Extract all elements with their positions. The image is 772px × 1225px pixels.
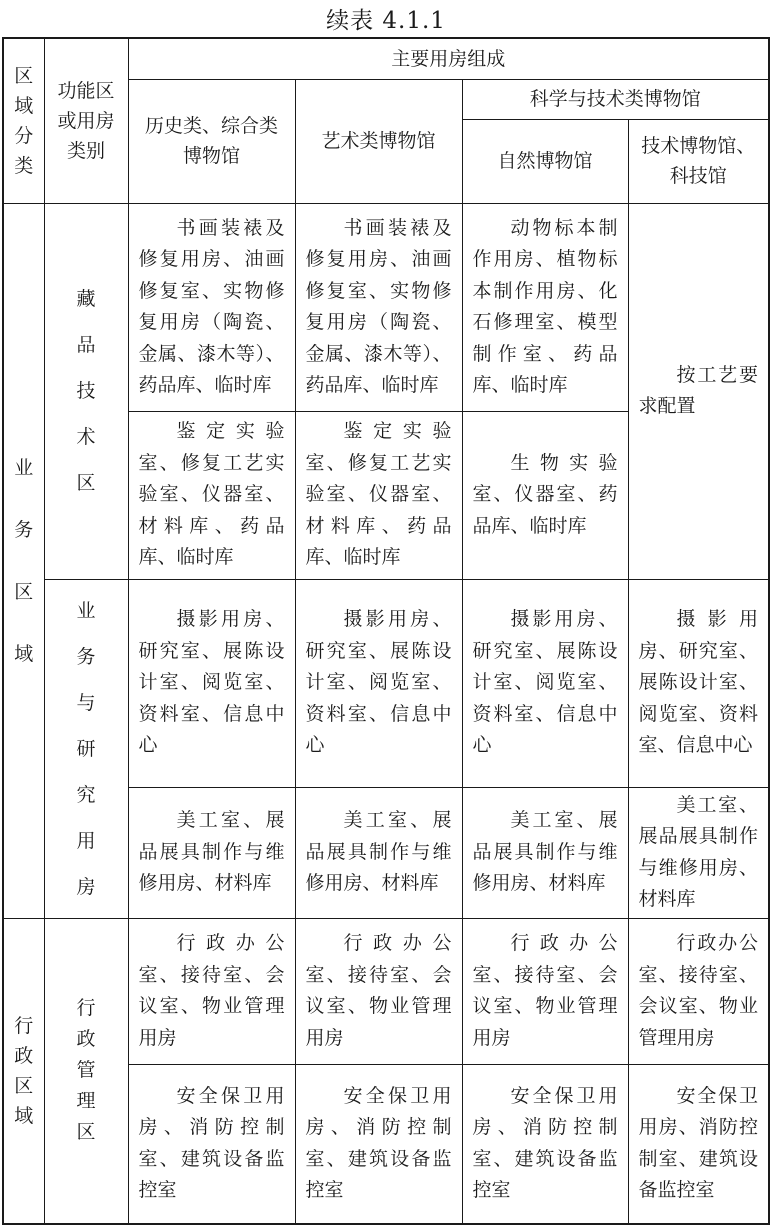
header-function-area: 功能区或用房类别 bbox=[44, 38, 128, 203]
area-char: 政 bbox=[76, 1028, 96, 1051]
cell-text: 摄影用房、研究室、展陈设计室、阅览室、资料室、信息中心 bbox=[138, 608, 285, 757]
area-char: 术 bbox=[76, 426, 96, 448]
cell-text: 摄影用房、研究室、展陈设计室、阅览室、资料室、信息中心 bbox=[472, 608, 618, 757]
cell-history bbox=[128, 579, 295, 787]
header-history-museum: 历史类、综合类博物馆 bbox=[128, 79, 295, 203]
cell-art bbox=[295, 918, 462, 1064]
cell-text: 行政办公室、接待室、会议室、物业管理用房 bbox=[305, 932, 452, 1049]
header-art-museum: 艺术类博物馆 bbox=[295, 79, 462, 203]
zone-char: 区 bbox=[14, 1074, 34, 1097]
cell-history bbox=[128, 203, 295, 411]
area-char: 理 bbox=[76, 1090, 96, 1113]
zone-char: 业 bbox=[14, 456, 34, 479]
cell-art bbox=[295, 579, 462, 787]
header-char: 类 bbox=[14, 154, 34, 177]
header-char: 区 bbox=[14, 64, 34, 87]
header-sci-tech-museum: 科学与技术类博物馆 bbox=[462, 79, 769, 119]
cell-natural bbox=[462, 579, 628, 787]
cell-tech-merged bbox=[628, 203, 769, 579]
cell-text: 行政办公室、接待室、会议室、物业管理用房 bbox=[138, 932, 285, 1049]
cell-text: 书画装裱及修复用房、油画修复室、实物修复用房（陶瓷、金属、漆木等）、药品库、临时库 bbox=[305, 216, 452, 396]
area-char: 藏 bbox=[76, 288, 96, 310]
cell-text: 按工艺要求配置 bbox=[638, 363, 759, 417]
cell-text: 行政办公室、接待室、会议室、物业管理用房 bbox=[638, 932, 759, 1049]
area-char: 业 bbox=[76, 599, 96, 622]
cell-text: 安全保卫用房、消防控制室、建筑设备监控室 bbox=[305, 1084, 452, 1202]
cell-text: 美工室、展品展具制作与维修用房、材料库 bbox=[472, 809, 618, 895]
zone-administrative bbox=[3, 918, 44, 1224]
cell-natural bbox=[462, 203, 628, 411]
cell-history bbox=[128, 411, 295, 579]
zone-char: 域 bbox=[14, 1104, 34, 1127]
zone-char: 行 bbox=[14, 1014, 34, 1037]
zone-business bbox=[3, 203, 44, 918]
cell-art bbox=[295, 787, 462, 918]
cell-text: 安全保卫用房、消防控制室、建筑设备监控室 bbox=[638, 1084, 759, 1202]
cell-art bbox=[295, 1064, 462, 1224]
area-business-research bbox=[44, 579, 128, 918]
cell-natural bbox=[462, 918, 628, 1064]
zone-char: 务 bbox=[14, 518, 34, 541]
area-char: 技 bbox=[76, 380, 96, 402]
zone-char: 区 bbox=[14, 580, 34, 603]
zone-char: 域 bbox=[14, 642, 34, 665]
area-char: 研 bbox=[76, 737, 96, 760]
cell-text: 鉴定实验室、修复工艺实验室、仪器室、材料库、药品库、临时库 bbox=[138, 420, 285, 569]
header-main-rooms: 主要用房组成 bbox=[128, 38, 769, 79]
cell-natural bbox=[462, 787, 628, 918]
cell-art bbox=[295, 411, 462, 579]
area-char: 与 bbox=[76, 691, 96, 714]
cell-natural bbox=[462, 1064, 628, 1224]
header-char: 分 bbox=[14, 124, 34, 147]
cell-history bbox=[128, 918, 295, 1064]
cell-tech bbox=[628, 918, 769, 1064]
cell-text: 美工室、展品展具制作与维修用房、材料库 bbox=[138, 809, 285, 895]
cell-natural bbox=[462, 411, 628, 579]
cell-history bbox=[128, 787, 295, 918]
cell-tech bbox=[628, 579, 769, 787]
cell-text: 摄影用房、研究室、展陈设计室、阅览室、资料室、信息中心 bbox=[638, 608, 759, 757]
cell-text: 美工室、展品展具制作与维修用房、材料库 bbox=[638, 793, 759, 910]
cell-tech bbox=[628, 787, 769, 918]
area-admin-management bbox=[44, 918, 128, 1224]
area-char: 行 bbox=[76, 997, 96, 1020]
cell-text: 生物实验室、仪器室、药品库、临时库 bbox=[472, 451, 618, 537]
zone-char: 政 bbox=[14, 1044, 34, 1067]
cell-art bbox=[295, 203, 462, 411]
cell-text: 鉴定实验室、修复工艺实验室、仪器室、材料库、药品库、临时库 bbox=[305, 420, 452, 569]
header-tech-museum: 技术博物馆、科技馆 bbox=[628, 119, 769, 203]
cell-text: 美工室、展品展具制作与维修用房、材料库 bbox=[305, 809, 452, 895]
cell-tech bbox=[628, 1064, 769, 1224]
cell-text: 动物标本制作用房、植物标本制作用房、化石修理室、模型制作室、药品库、临时库 bbox=[472, 216, 618, 396]
table-caption: 续表 4.1.1 bbox=[326, 8, 446, 34]
area-char: 区 bbox=[76, 1121, 96, 1144]
cell-text: 书画装裱及修复用房、油画修复室、实物修复用房（陶瓷、金属、漆木等）、药品库、临时库 bbox=[138, 216, 285, 396]
cell-text: 行政办公室、接待室、会议室、物业管理用房 bbox=[472, 932, 618, 1049]
museum-room-composition-table bbox=[2, 37, 770, 1225]
area-char: 究 bbox=[76, 783, 96, 806]
header-zone-category bbox=[3, 38, 44, 203]
area-char: 房 bbox=[76, 875, 96, 898]
header-char: 域 bbox=[14, 94, 34, 117]
area-char: 用 bbox=[76, 829, 96, 852]
area-char: 务 bbox=[76, 645, 96, 668]
cell-text: 安全保卫用房、消防控制室、建筑设备监控室 bbox=[138, 1084, 285, 1202]
area-collection-tech bbox=[44, 203, 128, 579]
cell-history bbox=[128, 1064, 295, 1224]
header-natural-museum: 自然博物馆 bbox=[462, 119, 628, 203]
cell-text: 安全保卫用房、消防控制室、建筑设备监控室 bbox=[472, 1084, 618, 1202]
area-char: 品 bbox=[76, 334, 96, 356]
area-char: 区 bbox=[76, 472, 96, 494]
area-char: 管 bbox=[76, 1059, 96, 1082]
cell-text: 摄影用房、研究室、展陈设计室、阅览室、资料室、信息中心 bbox=[305, 608, 452, 757]
